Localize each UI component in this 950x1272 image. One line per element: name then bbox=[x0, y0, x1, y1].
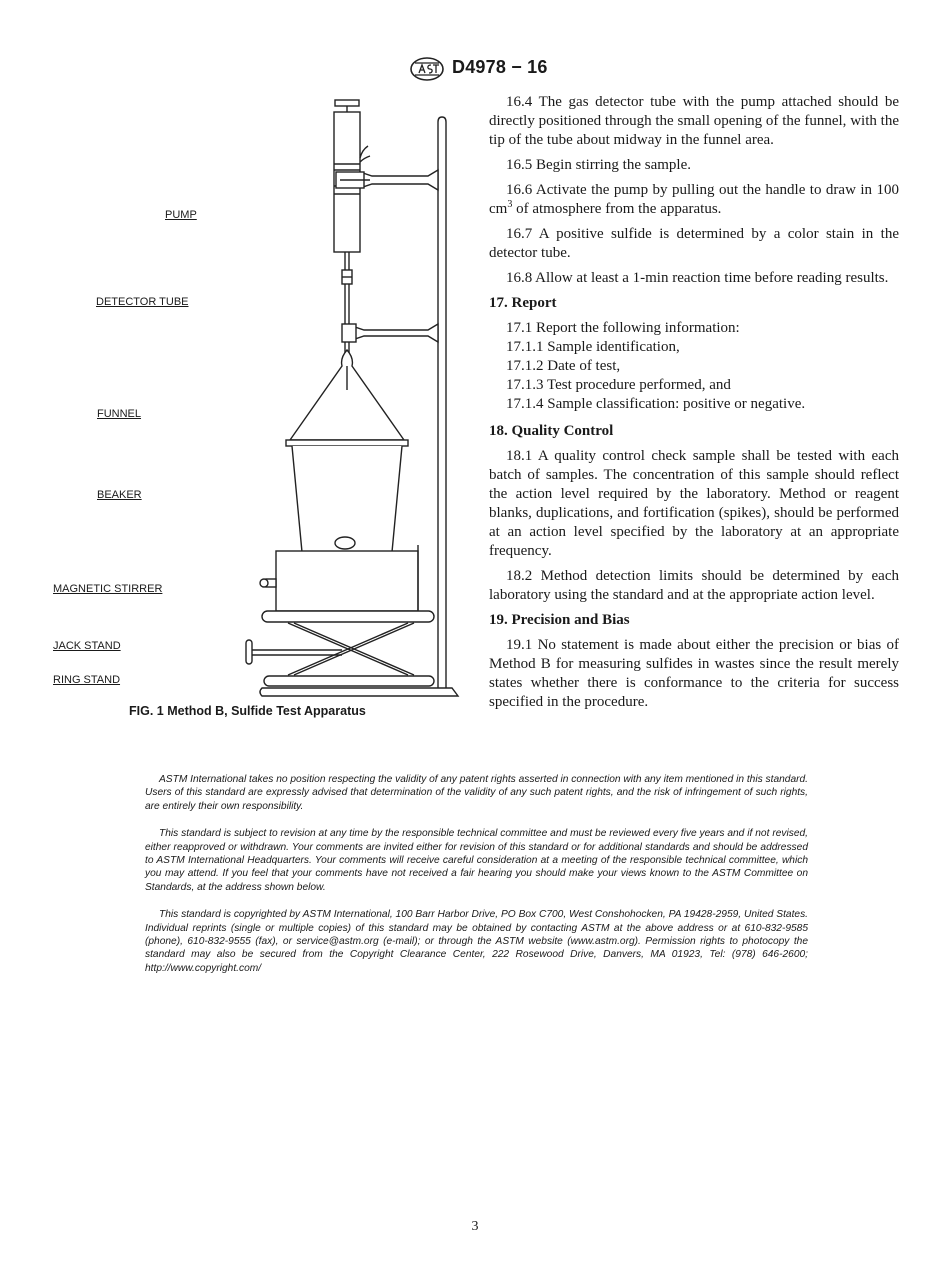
ring-stand-base bbox=[260, 688, 458, 696]
para-17-1-3: 17.1.3 Test procedure performed, and bbox=[506, 377, 731, 393]
upper-clamp bbox=[336, 170, 438, 190]
jack-stand-drawing bbox=[246, 611, 434, 686]
section-18-heading: 18. Quality Control bbox=[489, 423, 614, 439]
para-18-1: 18.1 A quality control check sample shall be tested with each batch of samples. The concentration of this sample should reflect the action level required by the laboratory. Method or reagent blanks, duplications, and fortification (spikes), should be performed at an action level specified by the laboratory at an appropriate frequency. bbox=[489, 448, 899, 559]
para-19-1: 19.1 No statement is made about either the precision or bias of Method B for measuring sulfides in wastes since the result merely states whether there is conformance to the criteria for success specified in the procedure. bbox=[489, 637, 899, 710]
notice-copyright: This standard is copyrighted by ASTM International, 100 Barr Harbor Drive, PO Box C700, West Conshohocken, PA 19428-2959, United States. Individual reprints (single or multiple copies) of this standard may be obtained by contacting ASTM at the above address or at 610-832-9585 (phone), 610-832-9555 (fax), or service@astm.org (e-mail); or through the ASTM website (www.astm.org). Permission rights to photocopy the standard may also be secured from the Copyright Clearance Center, 222 Rosewood Drive, Danvers, MA 01923, Tel: (978) 646-2600; http://www.copyright.com/ bbox=[145, 909, 808, 974]
para-18-2: 18.2 Method detection limits should be determined by each laboratory using the standard and at the appropriate action level. bbox=[489, 568, 899, 603]
page-header bbox=[0, 56, 950, 84]
label-pump: PUMP bbox=[165, 209, 197, 221]
label-beaker: BEAKER bbox=[97, 489, 142, 501]
figure-caption: FIG. 1 Method B, Sulfide Test Apparatus bbox=[129, 704, 366, 718]
section-17-heading: 17. Report bbox=[489, 295, 557, 311]
magnetic-stirrer-drawing bbox=[260, 545, 418, 611]
para-17-1-2: 17.1.2 Date of test, bbox=[506, 358, 621, 374]
notice-revision: This standard is subject to revision at any time by the responsible technical committee and must be reviewed every five years and if not revised, either reapproved or withdrawn. Your comments are invited either for revision of this standard or for additional standards and should be addressed to ASTM International Headquarters. Your comments will receive careful consideration at a meeting of the responsible technical committee, which you may attend. If you feel that your comments have not received a fair hearing you should make your views known to the ASTM Committee on Standards, at the address shown below. bbox=[145, 828, 808, 893]
page-number: 3 bbox=[471, 1219, 479, 1234]
figure-1 bbox=[40, 90, 480, 730]
para-16-6-text: 16.6 Activate the pump by pulling out the handle to draw in 100 cm bbox=[489, 182, 899, 217]
para-16-6 bbox=[489, 181, 899, 219]
section-19-heading: 19. Precision and Bias bbox=[489, 612, 630, 628]
para-17-1-1: 17.1.1 Sample identification, bbox=[506, 339, 680, 355]
para-16-7: 16.7 A positive sulfide is determined by a color stain in the detector tube. bbox=[489, 226, 899, 261]
label-detector-tube: DETECTOR TUBE bbox=[96, 296, 189, 308]
sulfide-apparatus-drawing bbox=[40, 90, 480, 710]
astm-logo-icon bbox=[409, 56, 445, 82]
para-16-6-text-end: of atmosphere from the apparatus. bbox=[512, 201, 722, 217]
para-16-8: 16.8 Allow at least a 1-min reaction time before reading results. bbox=[506, 270, 889, 286]
standard-designation: D4978 − 16 bbox=[452, 57, 548, 77]
para-16-5: 16.5 Begin stirring the sample. bbox=[506, 157, 691, 173]
label-ring-stand: RING STAND bbox=[53, 674, 121, 686]
astm-notices bbox=[145, 773, 808, 989]
para-17-1-4: 17.1.4 Sample classification: positive or negative. bbox=[506, 396, 806, 412]
lower-clamp bbox=[342, 324, 438, 342]
body-text-column bbox=[489, 93, 899, 718]
para-16-6-superscript: 3 bbox=[507, 199, 513, 210]
label-jack-stand: JACK STAND bbox=[53, 640, 121, 652]
label-magnetic-stirrer: MAGNETIC STIRRER bbox=[53, 583, 163, 595]
notice-patent: ASTM International takes no position respecting the validity of any patent rights asserted in connection with any item mentioned in this standard. Users of this standard are expressly advised that determination of the validity of any such patent rights, and the risk of infringement of such rights, are entirely their own responsibility. bbox=[145, 774, 808, 812]
ring-stand-rod bbox=[438, 117, 446, 690]
label-funnel: FUNNEL bbox=[97, 408, 142, 420]
beaker-drawing bbox=[292, 446, 402, 552]
para-16-4: 16.4 The gas detector tube with the pump attached should be directly positioned through the small opening of the funnel, with the tip of the tube about midway in the funnel area. bbox=[489, 94, 899, 148]
funnel-drawing bbox=[286, 350, 408, 446]
para-17-1: 17.1 Report the following information: bbox=[506, 320, 740, 336]
